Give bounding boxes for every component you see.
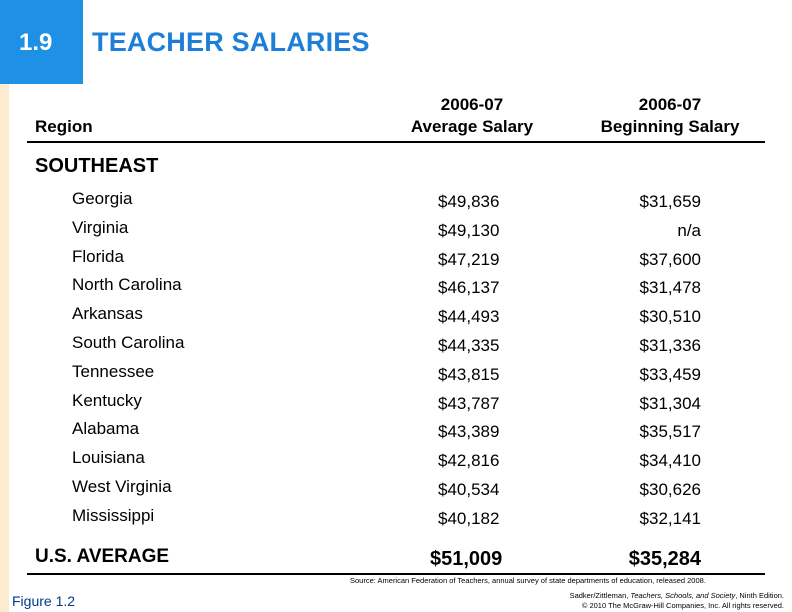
table-row [0,218,792,247]
cell-avg: $49,836 [438,192,500,211]
table-row [0,247,792,276]
table-row [0,189,792,218]
table-row [0,391,792,420]
us-average-label: U.S. AVERAGE [35,546,170,567]
cell-state: Mississippi [72,505,155,525]
column-header-average-year: 2006-07 [440,95,504,114]
cell-avg: $46,137 [438,278,500,298]
cell-state: Tennessee [72,361,155,381]
cell-state: South Carolina [72,333,185,352]
cell-state: Arkansas [72,304,143,324]
cell-beg: $30,626 [639,480,701,499]
cell-avg: $40,534 [438,480,500,499]
cell-avg: $47,219 [438,249,500,269]
source-note: Source: American Federation of Teachers, annual survey of state departments of education, released 2008. [350,576,706,585]
cell-avg: $42,816 [438,451,500,471]
column-header-beginning-salary [580,94,760,138]
table-row [0,448,792,477]
cell-avg: $40,182 [438,508,500,528]
cell-beg: $32,141 [639,508,701,528]
table-row [0,304,792,333]
table-row [0,477,792,506]
column-header-beginning-label: Beginning Salary [600,117,740,136]
table-row [0,275,792,304]
credit-book-title: Teachers, Schools, and Society [630,591,736,600]
cell-beg: n/a [677,220,701,240]
cell-avg: $43,389 [438,422,500,442]
cell-beg: $33,459 [639,364,701,384]
column-header-beginning-year: 2006-07 [638,95,702,114]
cell-avg: $43,815 [438,364,500,384]
header-divider [27,141,765,143]
cell-beg: $31,336 [639,336,701,355]
us-average-salary: $51,009 [430,548,503,570]
cell-avg: $49,130 [438,220,500,240]
table-row [0,362,792,391]
credit-authors: Sadker/Zittleman, [569,591,631,600]
table-row [0,506,792,535]
table-row [0,333,792,362]
cell-beg: $35,517 [639,422,701,442]
cell-beg: $31,304 [639,393,701,413]
page-title: TEACHER SALARIES [92,27,370,57]
cell-state: Florida [72,246,124,266]
credit-edition: , Ninth Edition. [735,591,784,600]
cell-avg: $43,787 [438,393,500,413]
credit-copyright: © 2010 The McGraw-Hill Companies, Inc. All rights reserved. [581,601,784,610]
cell-state: Louisiana [72,448,145,468]
figure-number: 1.9 [19,29,53,56]
cell-beg: $37,600 [639,249,701,269]
cell-avg: $44,335 [438,336,500,355]
column-header-region: Region [35,117,93,136]
cell-beg: $34,410 [639,451,701,471]
us-beginning-salary: $35,284 [628,548,701,570]
cell-state: Alabama [72,419,140,439]
copyright-credit [570,591,784,611]
cell-state: Georgia [72,189,133,208]
section-title: SOUTHEAST [35,155,159,177]
cell-state: West Virginia [72,477,172,496]
footer-divider [27,573,765,575]
credit-line-1 [570,591,784,601]
cell-beg: $31,478 [639,278,701,298]
cell-beg: $31,659 [639,192,701,211]
figure-number-box [0,0,83,84]
figure-label: Figure 1.2 [12,593,76,609]
cell-beg: $30,510 [639,307,701,327]
table-row [0,419,792,448]
cell-avg: $44,493 [438,307,500,327]
column-header-average-label: Average Salary [410,117,534,136]
column-header-average-salary [392,94,552,138]
cell-state: Kentucky [72,390,142,410]
cell-state: North Carolina [72,275,182,295]
cell-state: Virginia [72,217,129,237]
